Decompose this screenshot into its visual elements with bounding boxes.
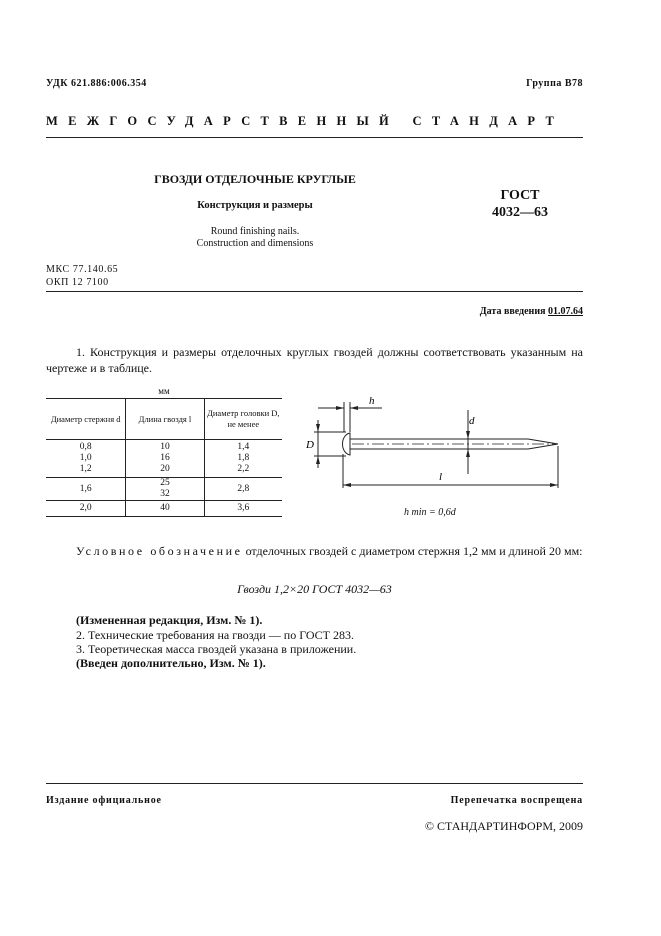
header-rule — [46, 137, 583, 138]
designation-spaced-word: Условное обозначение — [76, 544, 243, 558]
cell-l: 40 — [126, 501, 204, 517]
h-min-note: h min = 0,6d — [404, 507, 456, 518]
udk-code: УДК 621.886:006.354 — [46, 78, 147, 89]
label-D: D — [306, 439, 314, 451]
cell-d: 2,0 — [46, 501, 126, 517]
table-row — [46, 478, 282, 501]
intro-date-value: 01.07.64 — [548, 306, 583, 317]
cell-l: 25 32 — [126, 478, 204, 501]
intro-date — [480, 306, 583, 317]
reprint-prohibited: Перепечатка воспрещена — [450, 795, 583, 806]
revised-note: (Измененная редакция, Изм. № 1). — [76, 613, 263, 627]
cell-d: 0,8 1,0 1,2 — [46, 440, 126, 478]
table-row — [46, 440, 282, 478]
dimensions-table — [46, 398, 282, 517]
item-2: 2. Технические требования на гвозди — по ГОСТ 283. — [76, 628, 354, 642]
label-d: d — [469, 415, 475, 427]
table-unit: мм — [158, 386, 170, 396]
designation-paragraph — [46, 543, 583, 559]
item-3: 3. Теоретическая масса гвоздей указана в приложении. — [76, 642, 357, 656]
label-l: l — [439, 471, 443, 483]
document-subtitle: Конструкция и размеры — [197, 200, 313, 211]
designation-example: Гвозди 1,2×20 ГОСТ 4032—63 — [237, 582, 392, 596]
okp-code: ОКП 12 7100 — [46, 277, 109, 288]
footer-rule — [46, 783, 583, 784]
added-note: (Введен дополнительно, Изм. № 1). — [76, 656, 266, 670]
intro-date-label: Дата введения — [479, 306, 546, 317]
table-header-diameter: Диаметр стержня d — [46, 399, 126, 440]
official-edition: Издание официальное — [46, 795, 162, 806]
table-header-length: Длина гвоздя l — [126, 399, 204, 440]
cell-D: 3,6 — [237, 503, 250, 513]
interstate-standard-heading: МЕЖГОСУДАРСТВЕННЫЙ СТАНДАРТ — [46, 114, 565, 128]
paragraph-1: 1. Конструкция и размеры отделочных круглых гвоздей должны соответствовать указанным на чертеже и в таблице. — [46, 345, 583, 375]
nail-drawing — [296, 388, 586, 500]
gost-label: ГОСТ — [500, 188, 540, 203]
group-code: Группа В78 — [526, 78, 583, 89]
copyright: © СТАНДАРТИНФОРМ, 2009 — [424, 819, 583, 833]
document-title: ГВОЗДИ ОТДЕЛОЧНЫЕ КРУГЛЫЕ — [154, 172, 356, 186]
cell-D: 1,4 1,8 2,2 — [237, 442, 250, 474]
cell-l: 10 16 20 — [126, 440, 204, 478]
label-h: h — [369, 395, 375, 407]
gost-number: 4032—63 — [492, 205, 548, 220]
english-title-line1: Round finishing nails. — [210, 226, 300, 237]
table-row — [46, 501, 282, 517]
table-header-head-diameter: Диаметр головки D, не менее — [207, 408, 280, 429]
mks-code: МКС 77.140.65 — [46, 264, 119, 275]
cell-D: 2,8 — [237, 483, 250, 494]
codes-rule — [46, 291, 583, 292]
cell-d: 1,6 — [46, 478, 126, 501]
designation-text: отделочных гвоздей с диаметром стержня 1,2 мм и длиной 20 мм: — [245, 544, 583, 558]
english-title-line2: Construction and dimensions — [196, 238, 314, 249]
